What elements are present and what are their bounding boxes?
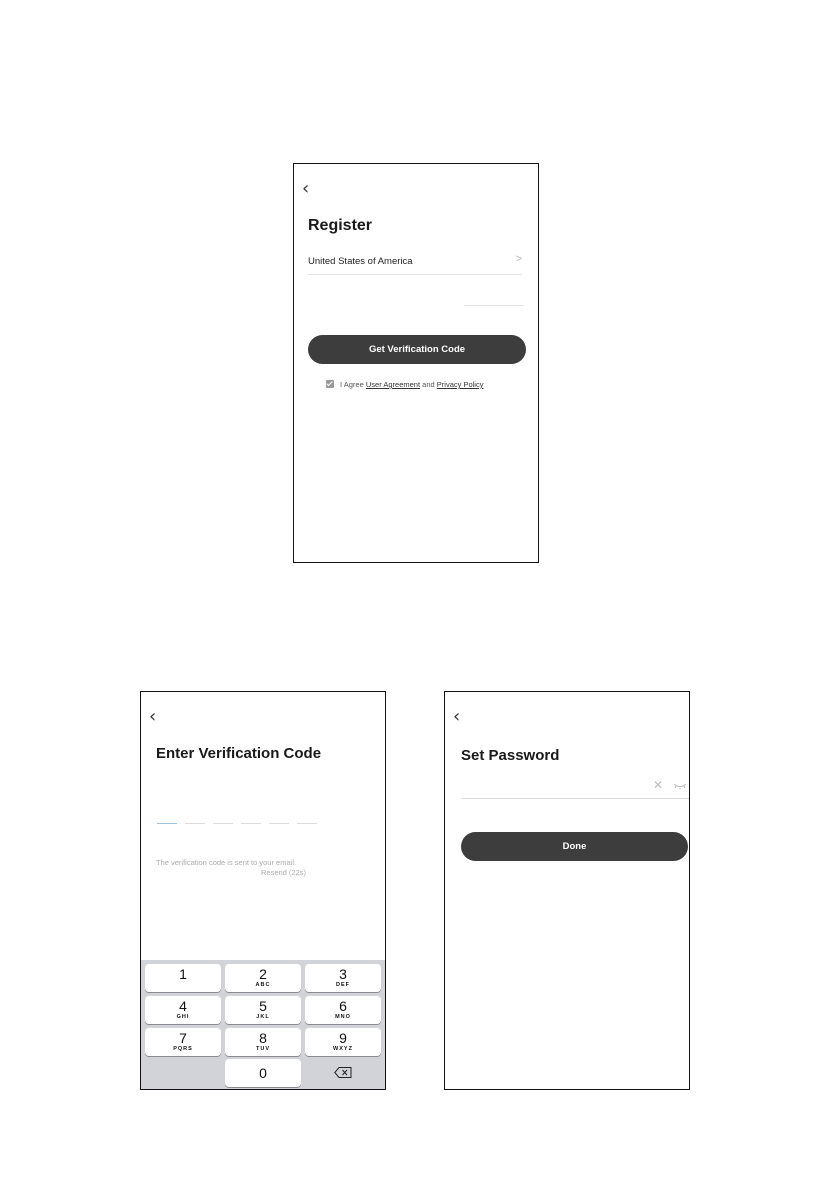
code-input[interactable] [157,823,317,824]
key-3[interactable] [305,964,381,992]
back-chevron-icon[interactable]: ‹ [302,178,310,199]
page-title: Register [308,217,373,234]
key-7[interactable] [145,1028,221,1056]
key-number: 2 [259,966,267,982]
account-input[interactable] [464,305,524,306]
eye-closed-icon[interactable] [673,778,687,796]
get-verification-code-button[interactable]: Get Verification Code [308,335,526,364]
back-chevron-icon[interactable]: ‹ [149,706,157,727]
backspace-icon-graphic [334,1067,352,1078]
key-number: 9 [339,1030,347,1046]
hint-text: The verification code is sent to your email. [156,858,297,867]
code-slot [269,823,289,824]
key-letters: GHI [176,1014,190,1020]
code-slot [297,823,317,824]
password-screen [444,691,690,1090]
key-number: 5 [259,998,267,1014]
page-title: Enter Verification Code [156,745,322,762]
key-number: 0 [259,1065,267,1081]
key-9[interactable] [305,1028,381,1056]
verify-screen [140,691,386,1090]
agree-checkbox[interactable] [326,380,334,388]
key-6[interactable] [305,996,381,1024]
register-screen [293,163,539,563]
agree-and: and [422,380,435,389]
code-slot [185,823,205,824]
key-number: 1 [179,966,187,982]
back-chevron-icon[interactable]: ‹ [453,706,461,727]
password-input[interactable] [461,778,689,799]
key-number: 7 [179,1030,187,1046]
country-selector[interactable] [308,254,522,275]
key-letters: TUV [256,1046,270,1052]
close-icon[interactable]: ✕ [652,778,663,792]
agreement-row [326,380,483,389]
key-number: 4 [179,998,187,1014]
key-letters: MNO [335,1014,351,1020]
resend-link[interactable]: Resend (22s) [260,868,307,877]
key-0[interactable] [225,1059,301,1087]
code-slot [157,823,177,824]
chevron-right-icon: > [515,253,522,265]
key-4[interactable] [145,996,221,1024]
country-label: United States of America [308,256,413,267]
code-slot [241,823,261,824]
key-letters: PQRS [173,1046,193,1052]
user-agreement-link[interactable]: User Agreement [365,380,421,389]
done-button[interactable]: Done [461,832,688,861]
key-8[interactable] [225,1028,301,1056]
privacy-policy-link[interactable]: Privacy Policy [436,380,484,389]
key-letters: WXYZ [333,1046,353,1052]
key-letters: DEF [336,982,350,988]
verification-hint [156,858,371,877]
backspace-icon[interactable] [305,1059,381,1087]
code-slot [213,823,233,824]
key-number: 6 [339,998,347,1014]
key-2[interactable] [225,964,301,992]
key-5[interactable] [225,996,301,1024]
key-number: 8 [259,1030,267,1046]
key-1[interactable] [145,964,221,992]
page-title: Set Password [461,747,560,764]
key-letters: JKL [256,1014,270,1020]
eye-closed-icon-graphic [673,781,687,791]
numeric-keypad [141,960,385,1089]
key-number: 3 [339,966,347,982]
key-letters: ABC [255,982,271,988]
agree-prefix: I Agree [340,380,364,389]
